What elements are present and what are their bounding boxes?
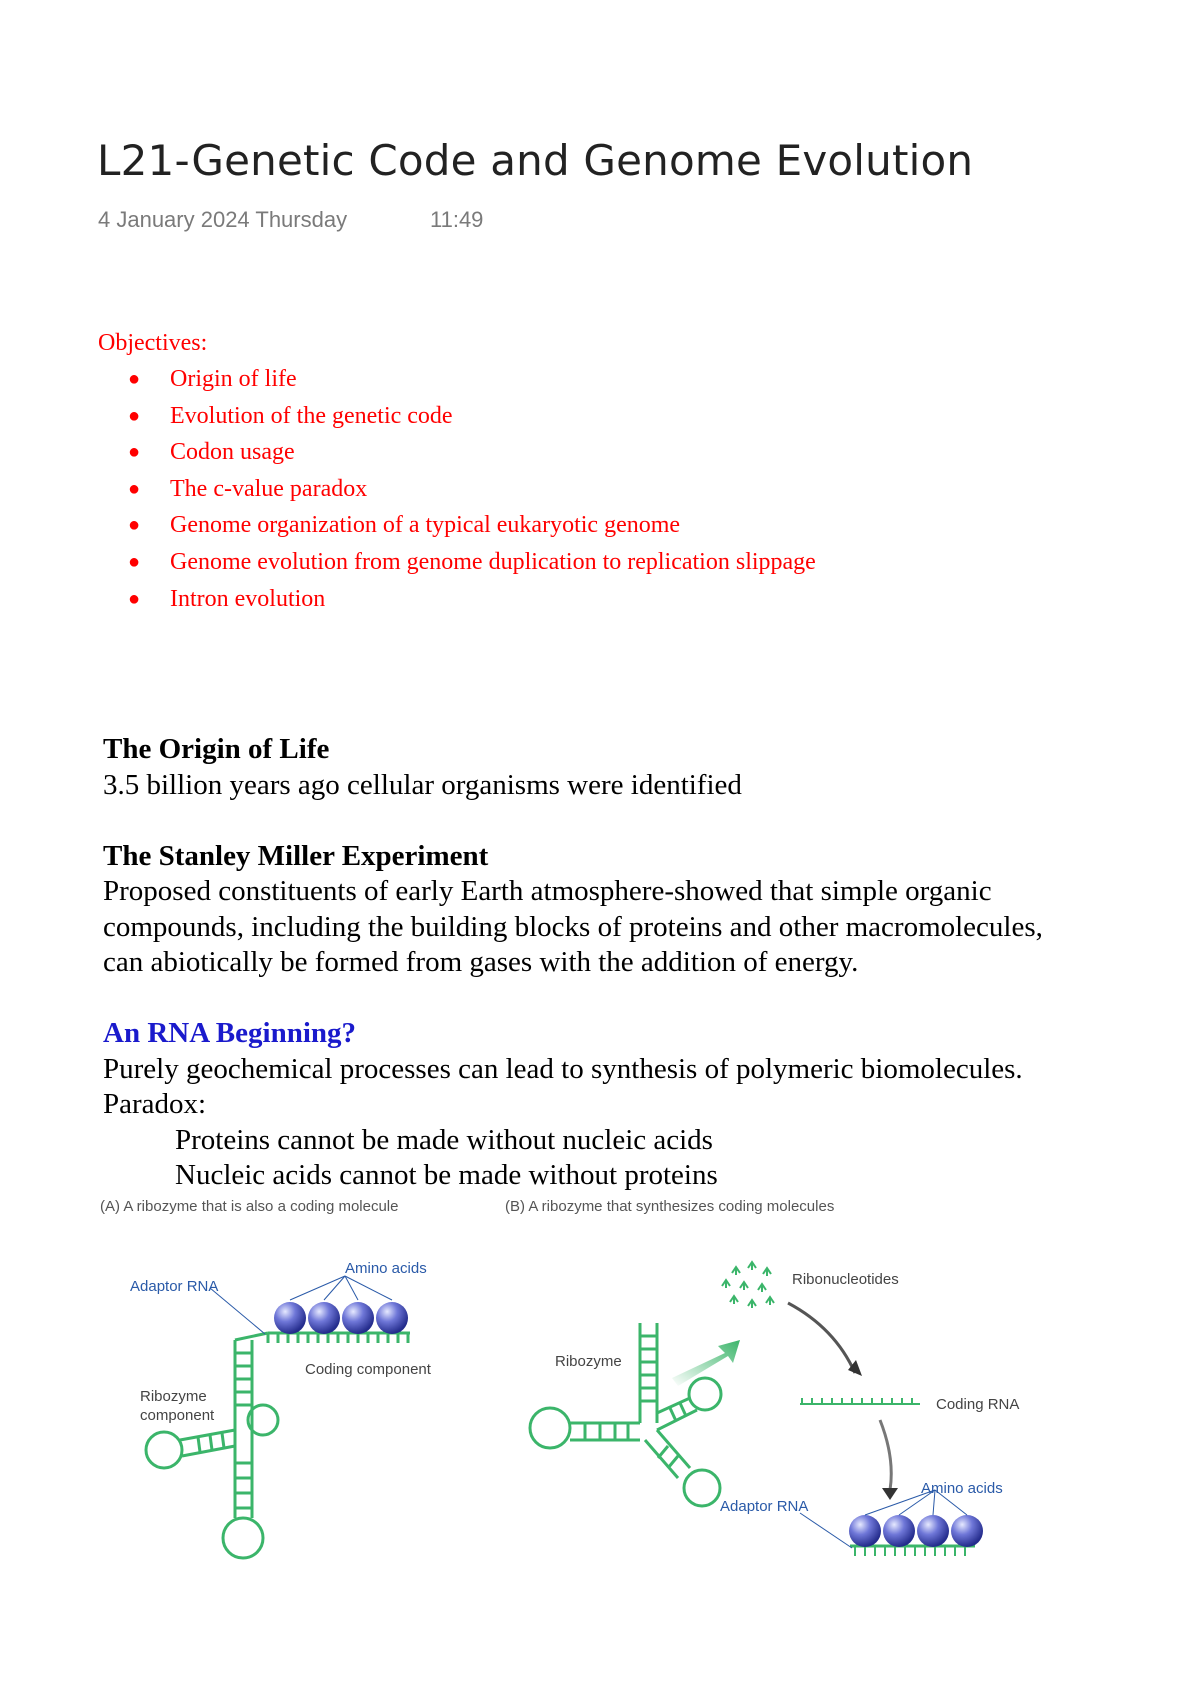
panel-b-ribozyme — [530, 1323, 721, 1506]
label-adaptor-rna-a: Adaptor RNA — [130, 1278, 219, 1295]
label-coding-component: Coding component — [305, 1361, 431, 1378]
list-item: ● The c-value paradox — [98, 471, 816, 508]
bullet-icon: ● — [128, 514, 141, 537]
origin-text: 3.5 billion years ago cellular organisms were identified — [103, 768, 742, 801]
paradox-label: Paradox: — [103, 1088, 207, 1120]
list-item: ● Codon usage — [98, 434, 816, 471]
label-amino-acids-a: Amino acids — [345, 1260, 427, 1277]
section-heading-rna: An RNA Beginning? — [103, 1017, 357, 1049]
note-metadata — [98, 207, 484, 233]
label-ribozyme-b: Ribozyme — [555, 1353, 622, 1370]
bullet-icon: ● — [128, 587, 141, 610]
label-ribozyme-component-line1: Ribozyme — [140, 1388, 207, 1405]
section-heading-miller: The Stanley Miller Experiment — [103, 839, 489, 872]
note-date: 4 January 2024 Thursday — [98, 207, 348, 232]
miller-line: can abiotically be formed from gases with the addition of energy. — [103, 946, 859, 978]
bullet-icon: ● — [128, 477, 141, 500]
objectives-label: Objectives: — [98, 330, 208, 356]
objectives-block — [98, 325, 816, 617]
label-ribozyme-component-line2: component — [140, 1407, 215, 1424]
arrow-to-coding-rna — [788, 1303, 855, 1373]
label-adaptor-rna-b: Adaptor RNA — [720, 1498, 809, 1515]
paradox-item: Nucleic acids cannot be made without proteins — [175, 1159, 718, 1191]
miller-line: compounds, including the building blocks of proteins and other macromolecules, — [103, 910, 1043, 943]
panel-b-adaptor — [800, 1490, 983, 1556]
paradox-item: Proteins cannot be made without nucleic acids — [175, 1123, 713, 1156]
coding-rna-strand — [800, 1398, 920, 1404]
objectives-list — [98, 361, 816, 617]
list-item: ● Evolution of the genetic code — [98, 398, 816, 435]
bullet-icon: ● — [128, 550, 141, 573]
bullet-icon: ● — [128, 368, 141, 390]
rna-text: Purely geochemical processes can lead to synthesis of polymeric biomolecules. — [103, 1052, 1023, 1085]
label-ribonucleotides: Ribonucleotides — [792, 1271, 899, 1288]
notes-body — [103, 732, 1183, 1194]
bullet-icon: ● — [128, 441, 141, 464]
section-heading-origin: The Origin of Life — [103, 733, 330, 765]
label-amino-acids-b: Amino acids — [921, 1480, 1003, 1497]
miller-line: Proposed constituents of early Earth atmosphere-showed that simple organic — [103, 875, 992, 907]
ribozyme-figure — [100, 1198, 1180, 1618]
list-item: ● Origin of life — [98, 361, 816, 398]
bullet-icon: ● — [128, 404, 141, 427]
label-coding-rna: Coding RNA — [936, 1396, 1020, 1413]
figure-caption-b: (B) A ribozyme that synthesizes coding molecules — [505, 1198, 835, 1215]
list-item: ● Genome organization of a typical eukaryotic genome — [98, 507, 816, 544]
arrow-to-adaptor — [880, 1420, 891, 1490]
figure-caption-a: (A) A ribozyme that is also a coding molecule — [100, 1198, 399, 1215]
page-title: L21-Genetic Code and Genome Evolution — [97, 136, 974, 185]
note-time: 11:49 — [430, 207, 484, 232]
ribonucleotides-icon — [722, 1262, 774, 1308]
list-item: ● Intron evolution — [98, 581, 816, 618]
panel-a-amino-acids — [210, 1276, 408, 1334]
list-item: ● Genome evolution from genome duplication to replication slippage — [98, 544, 816, 581]
